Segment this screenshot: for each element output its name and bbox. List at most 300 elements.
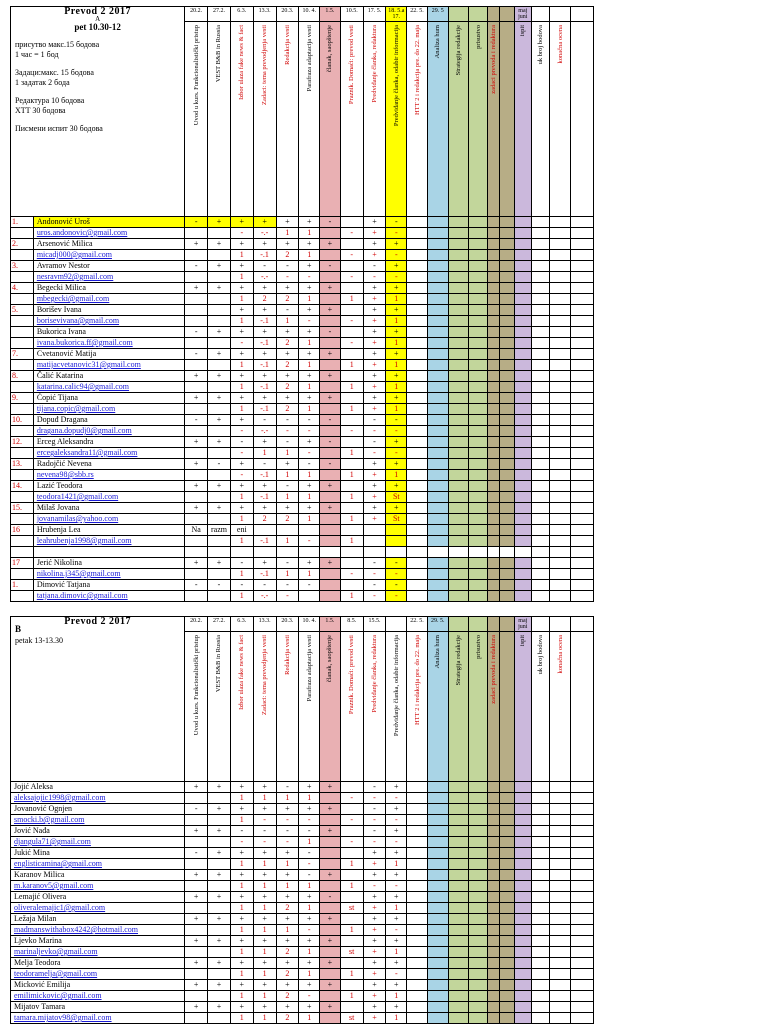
score-cell: 1 bbox=[299, 947, 320, 958]
student-row bbox=[11, 349, 594, 360]
score-cell: - bbox=[386, 815, 407, 826]
score-cell: 1 bbox=[253, 903, 276, 914]
score-cell: + bbox=[276, 459, 299, 470]
score-cell: - bbox=[299, 536, 320, 547]
score-cell: 1 bbox=[253, 448, 276, 459]
student-email-link[interactable]: matijacvetanovic31@gmail.com bbox=[33, 360, 184, 371]
score-cell: - bbox=[185, 327, 208, 338]
topic-header: konačna ocena bbox=[556, 635, 564, 674]
group-a-table bbox=[10, 6, 594, 602]
score-cell: 2 bbox=[276, 514, 299, 525]
student-email-link[interactable]: oliveralemajic1@gmail.com bbox=[11, 903, 185, 914]
score-cell: + bbox=[386, 936, 407, 947]
score-cell: + bbox=[386, 349, 407, 360]
student-name: Milaš Jovana bbox=[33, 503, 184, 514]
score-cell: + bbox=[386, 782, 407, 793]
score-cell: + bbox=[253, 936, 276, 947]
score-cell: - bbox=[320, 415, 341, 426]
student-number: 4. bbox=[11, 283, 34, 294]
score-cell: + bbox=[363, 404, 386, 415]
student-name: Lemajić Olivera bbox=[11, 892, 185, 903]
student-email-link[interactable]: uros.andonovic@gmail.com bbox=[33, 228, 184, 239]
student-name: Ljevko Marina bbox=[11, 936, 185, 947]
score-cell: - bbox=[363, 804, 386, 815]
score-cell: -.1 bbox=[253, 316, 276, 327]
score-cell: + bbox=[299, 327, 320, 338]
score-cell: + bbox=[208, 804, 231, 815]
score-cell: + bbox=[299, 503, 320, 514]
student-email-row bbox=[11, 991, 594, 1002]
score-cell: 1 bbox=[299, 969, 320, 980]
group-b-header bbox=[11, 617, 594, 632]
score-cell: + bbox=[386, 459, 407, 470]
score-cell: 1 bbox=[230, 569, 253, 580]
score-cell: 1 bbox=[340, 404, 363, 415]
score-cell: - bbox=[340, 250, 363, 261]
score-cell: + bbox=[363, 305, 386, 316]
score-cell: + bbox=[363, 903, 386, 914]
score-cell: st bbox=[340, 1013, 363, 1024]
score-cell: + bbox=[208, 848, 231, 859]
score-cell: - bbox=[276, 591, 299, 602]
score-cell: + bbox=[299, 558, 320, 569]
student-name: Begecki Milica bbox=[33, 283, 184, 294]
score-cell: 1 bbox=[299, 837, 320, 848]
score-cell: + bbox=[363, 503, 386, 514]
topic-header: Analiza hum bbox=[434, 635, 442, 669]
student-number: 12. bbox=[11, 437, 34, 448]
score-cell: -.- bbox=[253, 426, 276, 437]
score-cell: - bbox=[299, 316, 320, 327]
student-email-row bbox=[11, 470, 594, 481]
score-cell: + bbox=[230, 239, 253, 250]
score-cell: 1 bbox=[230, 881, 253, 892]
student-row bbox=[11, 782, 594, 793]
score-cell: + bbox=[230, 283, 253, 294]
score-cell: 1 bbox=[340, 492, 363, 503]
score-cell: + bbox=[320, 305, 341, 316]
score-cell: -.- bbox=[253, 272, 276, 283]
student-email-row bbox=[11, 793, 594, 804]
score-cell: - bbox=[363, 272, 386, 283]
score-cell: + bbox=[208, 826, 231, 837]
score-cell: -.1 bbox=[253, 536, 276, 547]
score-cell: + bbox=[386, 239, 407, 250]
group-a-title-cell bbox=[11, 7, 185, 217]
score-cell: -.1 bbox=[253, 470, 276, 481]
topic-header: uk broj bodova bbox=[536, 25, 544, 65]
score-cell: - bbox=[299, 859, 320, 870]
score-cell: - bbox=[299, 272, 320, 283]
score-cell: 1 bbox=[276, 569, 299, 580]
student-email-link[interactable]: nesravm92@gmail.com bbox=[33, 272, 184, 283]
score-cell: + bbox=[208, 936, 231, 947]
score-cell: 1 bbox=[386, 360, 407, 371]
group-b-title-cell bbox=[11, 617, 185, 782]
student-email-link[interactable]: nevena98@sbb.rs bbox=[33, 470, 184, 481]
topic-header: Predviđanje članka, redaktura bbox=[371, 635, 379, 713]
score-cell: 2 bbox=[276, 360, 299, 371]
student-email-row bbox=[11, 316, 594, 327]
student-row bbox=[11, 437, 594, 448]
score-cell: - bbox=[185, 217, 208, 228]
score-cell: 1 bbox=[386, 316, 407, 327]
student-row bbox=[11, 980, 594, 991]
score-cell: - bbox=[230, 338, 253, 349]
group-a-date: 10. 4. bbox=[299, 7, 320, 22]
score-cell: + bbox=[253, 870, 276, 881]
score-cell: - bbox=[363, 261, 386, 272]
score-cell: - bbox=[340, 316, 363, 327]
score-cell: + bbox=[276, 804, 299, 815]
student-email-link[interactable]: tamara.mijatov98@gmail.com bbox=[11, 1013, 185, 1024]
score-cell: + bbox=[299, 481, 320, 492]
score-cell: + bbox=[230, 459, 253, 470]
score-cell: 1 bbox=[299, 492, 320, 503]
student-name: Erceg Aleksandra bbox=[33, 437, 184, 448]
student-email-link[interactable]: tatjana.dimovic@gmail.com bbox=[33, 591, 184, 602]
score-cell: + bbox=[185, 503, 208, 514]
student-row bbox=[11, 239, 594, 250]
score-cell: + bbox=[276, 1002, 299, 1013]
topic-header: Praznik. Domaći: prevod vesti bbox=[348, 635, 356, 715]
student-number: 15. bbox=[11, 503, 34, 514]
student-row bbox=[11, 826, 594, 837]
score-cell: - bbox=[185, 415, 208, 426]
score-cell: + bbox=[363, 980, 386, 991]
score-cell: 1 bbox=[340, 969, 363, 980]
score-cell: - bbox=[386, 569, 407, 580]
score-cell: - bbox=[230, 437, 253, 448]
score-cell: + bbox=[363, 338, 386, 349]
student-row bbox=[11, 283, 594, 294]
student-row bbox=[11, 958, 594, 969]
topic-header: prisustvo bbox=[474, 635, 482, 659]
score-cell: -.1 bbox=[253, 492, 276, 503]
score-cell: + bbox=[299, 371, 320, 382]
score-cell: + bbox=[230, 349, 253, 360]
topic-header: članak, saopštenje bbox=[326, 635, 334, 683]
group-a-time: 10.30-12 bbox=[88, 22, 121, 32]
score-cell: - bbox=[386, 969, 407, 980]
score-cell: + bbox=[363, 393, 386, 404]
score-cell: + bbox=[363, 360, 386, 371]
student-email-link[interactable]: jovanamilas@yahoo.com bbox=[33, 514, 184, 525]
score-cell: + bbox=[363, 870, 386, 881]
score-cell: + bbox=[363, 250, 386, 261]
score-cell: + bbox=[299, 217, 320, 228]
student-email-link[interactable]: djangula71@gmail.com bbox=[11, 837, 185, 848]
score-cell: + bbox=[208, 261, 231, 272]
score-cell: + bbox=[208, 870, 231, 881]
student-email-link[interactable]: teodoramelja@gmail.com bbox=[11, 969, 185, 980]
student-email-link[interactable]: ivana.bukorica.ff@gmail.com bbox=[33, 338, 184, 349]
score-cell: + bbox=[208, 782, 231, 793]
student-name: Melja Teodora bbox=[11, 958, 185, 969]
score-cell: + bbox=[363, 947, 386, 958]
score-cell: - bbox=[185, 580, 208, 591]
score-cell: 1 bbox=[230, 1013, 253, 1024]
score-cell: + bbox=[363, 969, 386, 980]
score-cell: - bbox=[320, 892, 341, 903]
topic-header: Predviđanje članka, odabir informacija bbox=[392, 635, 400, 737]
score-cell: + bbox=[253, 305, 276, 316]
score-cell: + bbox=[299, 936, 320, 947]
topic-header: Uvod u kurs. Funkcionalistički pristup bbox=[192, 25, 200, 126]
topic-header: Analiza hum bbox=[434, 25, 442, 59]
score-cell: - bbox=[276, 558, 299, 569]
score-cell: 1 bbox=[230, 536, 253, 547]
student-email-link[interactable]: mbegecki@gmail.com bbox=[33, 294, 184, 305]
score-cell: + bbox=[253, 217, 276, 228]
score-cell: + bbox=[276, 239, 299, 250]
student-name: Avramov Nestor bbox=[33, 261, 184, 272]
student-name: Hrubenja Lea bbox=[33, 525, 184, 536]
score-cell: - bbox=[299, 826, 320, 837]
student-name: Dimović Tatjana bbox=[33, 580, 184, 591]
score-cell: 1 bbox=[299, 338, 320, 349]
grading-note: Редактура 10 бодова XTT 30 бодова bbox=[15, 96, 85, 115]
score-cell: - bbox=[276, 437, 299, 448]
score-cell: - bbox=[299, 848, 320, 859]
student-email-row bbox=[11, 969, 594, 980]
score-cell: eni bbox=[230, 525, 253, 536]
student-email-row bbox=[11, 925, 594, 936]
score-cell: + bbox=[230, 305, 253, 316]
score-cell: + bbox=[185, 393, 208, 404]
group-a-grading-notes bbox=[15, 40, 180, 134]
score-cell: 1 bbox=[340, 470, 363, 481]
score-cell: + bbox=[185, 558, 208, 569]
score-cell: + bbox=[363, 228, 386, 239]
group-b-date: 20.2. bbox=[185, 617, 208, 632]
student-email-row bbox=[11, 448, 594, 459]
student-row bbox=[11, 892, 594, 903]
score-cell: + bbox=[185, 870, 208, 881]
score-cell: + bbox=[299, 782, 320, 793]
score-cell: - bbox=[340, 426, 363, 437]
score-cell: 1 bbox=[276, 228, 299, 239]
student-row bbox=[11, 558, 594, 569]
group-a-date: 20.2. bbox=[185, 7, 208, 22]
group-b-date: 15.5. bbox=[363, 617, 386, 632]
topic-header: Zadaci: tema prevodjenja vesti bbox=[261, 635, 269, 715]
student-email-row bbox=[11, 492, 594, 503]
group-a-section: A bbox=[95, 15, 101, 23]
student-name: Radojčić Nevena bbox=[33, 459, 184, 470]
score-cell: - bbox=[320, 261, 341, 272]
score-cell: - bbox=[299, 415, 320, 426]
score-cell: 1 bbox=[299, 793, 320, 804]
group-b-date: 8.5. bbox=[340, 617, 363, 632]
score-cell: + bbox=[386, 371, 407, 382]
score-cell: + bbox=[253, 393, 276, 404]
score-cell: + bbox=[386, 393, 407, 404]
score-cell: St bbox=[386, 492, 407, 503]
score-cell: + bbox=[320, 804, 341, 815]
group-a-day: pet bbox=[74, 22, 87, 32]
score-cell: - bbox=[363, 881, 386, 892]
score-cell: + bbox=[386, 437, 407, 448]
student-email-link[interactable]: micadj000@gmail.com bbox=[33, 250, 184, 261]
score-cell: + bbox=[363, 349, 386, 360]
group-a-title: Prevod 2 2017 bbox=[64, 6, 132, 17]
score-cell: - bbox=[340, 228, 363, 239]
topic-header: zadaci prevoda i redaktura bbox=[490, 25, 498, 94]
topic-header: konačna ocena bbox=[556, 25, 564, 64]
student-name: Karanov Milica bbox=[11, 870, 185, 881]
group-b-time: petak 13-13.30 bbox=[15, 636, 63, 645]
score-cell: + bbox=[299, 980, 320, 991]
score-cell: + bbox=[230, 503, 253, 514]
group-a-date: 10.5. bbox=[340, 7, 363, 22]
topic-header: Izbor ulaza fake news & fact bbox=[238, 25, 246, 100]
score-cell: 1 bbox=[276, 859, 299, 870]
score-cell: + bbox=[276, 892, 299, 903]
score-cell: 1 bbox=[299, 360, 320, 371]
score-cell: 1 bbox=[253, 925, 276, 936]
score-cell: 1 bbox=[276, 536, 299, 547]
student-email-link[interactable]: borisevivana@gmail.com bbox=[33, 316, 184, 327]
group-b-date: 27.2. bbox=[208, 617, 231, 632]
score-cell: + bbox=[253, 437, 276, 448]
student-email-link[interactable]: emilimickovic@gmail.com bbox=[11, 991, 185, 1002]
score-cell: 1 bbox=[386, 859, 407, 870]
score-cell: + bbox=[230, 217, 253, 228]
score-cell: + bbox=[276, 393, 299, 404]
score-cell: - bbox=[230, 826, 253, 837]
score-cell: - bbox=[363, 437, 386, 448]
score-cell: + bbox=[386, 305, 407, 316]
score-cell: + bbox=[185, 980, 208, 991]
score-cell: + bbox=[320, 980, 341, 991]
student-row bbox=[11, 580, 594, 591]
student-row bbox=[11, 481, 594, 492]
student-number: 7. bbox=[11, 349, 34, 360]
score-cell: 1 bbox=[386, 294, 407, 305]
student-name: Jović Nađa bbox=[11, 826, 185, 837]
score-cell: + bbox=[386, 283, 407, 294]
student-email-link[interactable]: m.karanov5@gmail.com bbox=[11, 881, 185, 892]
score-cell: - bbox=[320, 327, 341, 338]
grading-note: Писмени испит 30 бодова bbox=[15, 124, 103, 133]
score-cell: + bbox=[185, 958, 208, 969]
score-cell: + bbox=[230, 892, 253, 903]
score-cell: + bbox=[208, 393, 231, 404]
student-email-link[interactable]: nikolina.j345@gmail.com bbox=[33, 569, 184, 580]
student-name: Mijatov Tamara bbox=[11, 1002, 185, 1013]
score-cell: - bbox=[363, 448, 386, 459]
score-cell: + bbox=[299, 892, 320, 903]
student-email-link[interactable]: marinaljevko@gmail.com bbox=[11, 947, 185, 958]
student-email-link[interactable]: tijana.copic@gmail.com bbox=[33, 404, 184, 415]
score-cell: + bbox=[230, 870, 253, 881]
score-cell: + bbox=[253, 327, 276, 338]
score-cell: -.1 bbox=[253, 250, 276, 261]
score-cell: + bbox=[208, 892, 231, 903]
score-cell: + bbox=[386, 1002, 407, 1013]
student-name: Lazić Teodora bbox=[33, 481, 184, 492]
score-cell: + bbox=[363, 459, 386, 470]
score-cell: -.1 bbox=[253, 569, 276, 580]
score-cell: + bbox=[299, 349, 320, 360]
student-email-row bbox=[11, 947, 594, 958]
student-email-link[interactable]: ercegaleksandra11@gmail.com bbox=[33, 448, 184, 459]
score-cell: - bbox=[386, 558, 407, 569]
group-a-date: 6.3. bbox=[230, 7, 253, 22]
score-cell: + bbox=[185, 892, 208, 903]
student-email-link[interactable]: madmanswithabox4242@hotmail.com bbox=[11, 925, 185, 936]
score-cell: 2 bbox=[253, 514, 276, 525]
score-cell: + bbox=[253, 914, 276, 925]
student-name: Dopuđ Dragana bbox=[33, 415, 184, 426]
student-email-link[interactable]: teodora1421@gmail.com bbox=[33, 492, 184, 503]
student-name: Jukić Mina bbox=[11, 848, 185, 859]
score-cell: 1 bbox=[340, 591, 363, 602]
student-row bbox=[11, 503, 594, 514]
grading-note: Задаци:макс. 15 бодова 1 задатак 2 бода bbox=[15, 68, 94, 87]
score-cell: - bbox=[299, 580, 320, 591]
score-cell: + bbox=[363, 327, 386, 338]
topic-header: Predviđanje članka, odabir informacija bbox=[392, 25, 400, 127]
student-name: Jerić Nikolina bbox=[33, 558, 184, 569]
score-cell: + bbox=[320, 283, 341, 294]
student-name: Borišev Ivana bbox=[33, 305, 184, 316]
group-a-date: 13.3. bbox=[253, 7, 276, 22]
score-cell: 1 bbox=[299, 569, 320, 580]
score-cell: + bbox=[386, 848, 407, 859]
score-cell: + bbox=[276, 870, 299, 881]
score-cell: 1 bbox=[276, 316, 299, 327]
student-email-link[interactable]: leahrubenja1998@gmail.com bbox=[33, 536, 184, 547]
score-cell: 1 bbox=[299, 1013, 320, 1024]
student-email-link[interactable]: katarina.calic94@gmail.com bbox=[33, 382, 184, 393]
student-number: 8. bbox=[11, 371, 34, 382]
topic-header: zadaci prevoda i redaktura bbox=[490, 635, 498, 704]
student-email-row bbox=[11, 404, 594, 415]
score-cell: 1 bbox=[253, 793, 276, 804]
student-email-link[interactable]: smocki.b@gmail.com bbox=[11, 815, 185, 826]
score-cell: + bbox=[363, 283, 386, 294]
score-cell: -.1 bbox=[253, 382, 276, 393]
score-cell: - bbox=[299, 448, 320, 459]
group-b-section: B bbox=[15, 624, 22, 634]
student-number: 9. bbox=[11, 393, 34, 404]
student-email-link[interactable]: dragana.dopudj0@gmail.com bbox=[33, 426, 184, 437]
score-cell: + bbox=[230, 804, 253, 815]
score-cell: - bbox=[386, 591, 407, 602]
topic-header: Izbor ulaza fake news & fact bbox=[238, 635, 246, 710]
score-cell: - bbox=[340, 837, 363, 848]
score-cell: - bbox=[253, 415, 276, 426]
score-cell: + bbox=[185, 481, 208, 492]
score-cell: - bbox=[276, 261, 299, 272]
score-cell: + bbox=[386, 261, 407, 272]
score-cell: + bbox=[276, 503, 299, 514]
grading-note: присутво макс.15 бодова 1 час = 1 бод bbox=[15, 40, 100, 59]
group-b-title: Prevod 2 2017 bbox=[64, 616, 132, 627]
score-cell: - bbox=[386, 881, 407, 892]
score-cell: + bbox=[386, 892, 407, 903]
student-email-link[interactable]: aleksajojic1998@gmail.com bbox=[11, 793, 185, 804]
score-cell: 1 bbox=[230, 360, 253, 371]
student-email-row bbox=[11, 837, 594, 848]
student-email-link[interactable]: englisticamina@gmail.com bbox=[11, 859, 185, 870]
score-cell: - bbox=[253, 815, 276, 826]
score-cell: + bbox=[208, 980, 231, 991]
score-cell: - bbox=[253, 459, 276, 470]
score-cell: 2 bbox=[253, 294, 276, 305]
